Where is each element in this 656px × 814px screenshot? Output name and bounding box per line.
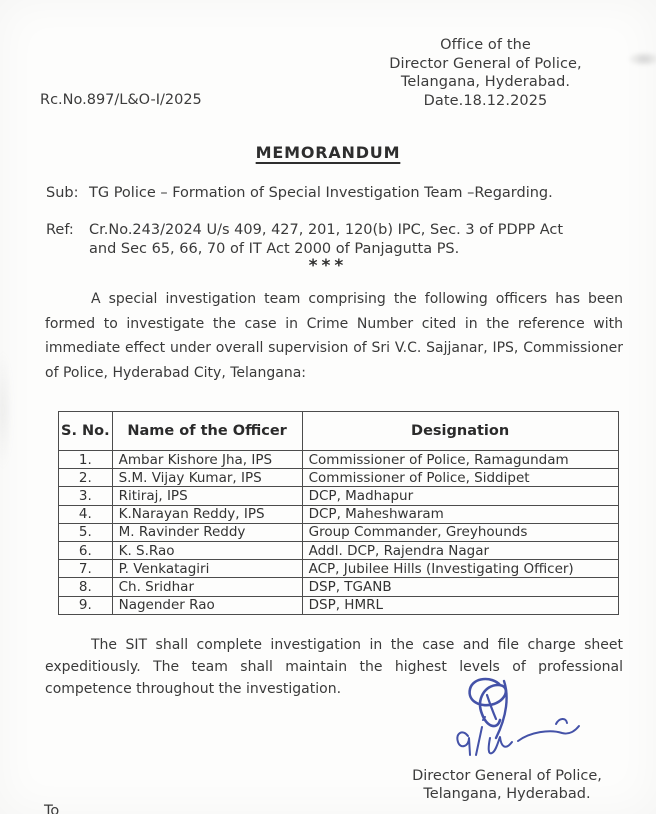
table-row xyxy=(59,487,619,505)
cell-sno: 2. xyxy=(59,469,113,487)
cell-designation: ACP, Jubilee Hills (Investigating Officer) xyxy=(302,560,618,578)
subject-text: TG Police – Formation of Special Investigation Team –Regarding. xyxy=(89,185,553,201)
cell-name: K. S.Rao xyxy=(112,541,302,559)
reference-text: Cr.No.243/2024 U/s 409, 427, 201, 120(b) IPC, Sec. 3 of PDPP Act and Sec 65, 66, 70 of IT Act 2000 of Panjagutta PS. xyxy=(89,222,564,257)
cell-name: Ritiraj, IPS xyxy=(112,487,302,505)
body-paragraph-2: The SIT shall complete investigation in the case and file charge sheet expeditiously. The team shall maintain the highest levels of professional competence throughout the investigation. xyxy=(45,637,623,697)
signatory-title: Director General of Police, xyxy=(412,768,602,784)
memo-title-row xyxy=(0,143,656,162)
table-row xyxy=(59,505,619,523)
cell-designation: DSP, HMRL xyxy=(302,596,618,614)
cell-designation: DSP, TGANB xyxy=(302,578,618,596)
cell-name: S.M. Vijay Kumar, IPS xyxy=(112,469,302,487)
signature-ink-icon xyxy=(438,674,598,774)
cell-sno: 1. xyxy=(59,451,113,469)
table-row xyxy=(59,541,619,559)
cell-sno: 6. xyxy=(59,541,113,559)
cell-name: P. Venkatagiri xyxy=(112,560,302,578)
column-header-name: Name of the Officer xyxy=(112,412,302,451)
reference-row xyxy=(46,221,586,259)
scan-smudge xyxy=(620,48,656,70)
office-line: Office of the xyxy=(440,37,531,53)
cell-name: Nagender Rao xyxy=(112,596,302,614)
cell-sno: 9. xyxy=(59,596,113,614)
document-date: Date.18.12.2025 xyxy=(423,92,548,109)
signatory-location: Telangana, Hyderabad. xyxy=(423,786,591,803)
cell-name: Ambar Kishore Jha, IPS xyxy=(112,451,302,469)
table-header-row xyxy=(59,412,619,451)
reference-number: Rc.No.897/L&O-I/2025 xyxy=(40,92,202,108)
cell-designation: DCP, Maheshwaram xyxy=(302,505,618,523)
cell-designation: Group Commander, Greyhounds xyxy=(302,523,618,541)
table-row xyxy=(59,469,619,487)
table-row xyxy=(59,578,619,596)
office-address-block xyxy=(368,36,603,110)
page-title: MEMORANDUM xyxy=(255,143,401,162)
cell-designation: Commissioner of Police, Siddipet xyxy=(302,469,618,487)
to-label: To xyxy=(44,803,60,814)
cell-designation: Commissioner of Police, Ramagundam xyxy=(302,451,618,469)
cell-sno: 7. xyxy=(59,560,113,578)
signatory-block xyxy=(402,767,612,803)
subject-label: Sub: xyxy=(46,185,79,201)
cell-designation: Addl. DCP, Rajendra Nagar xyxy=(302,541,618,559)
scan-smudge xyxy=(0,330,16,490)
body-paragraph-1: A special investigation team comprising the following officers has been formed to investigate the case in Crime Number cited in the reference with immediate effect under overall supervision of Sri V.C. Sajjanar, IPS, Commissioner of Police, Hyderabad City, Telangana: xyxy=(45,291,623,381)
cell-sno: 5. xyxy=(59,523,113,541)
table-row xyxy=(59,523,619,541)
table-row xyxy=(59,596,619,614)
subject-row xyxy=(46,184,620,203)
office-line: Telangana, Hyderabad. xyxy=(400,74,571,91)
cell-name: Ch. Sridhar xyxy=(112,578,302,596)
cell-sno: 4. xyxy=(59,505,113,523)
office-line: Director General of Police, xyxy=(389,55,582,72)
officers-table xyxy=(58,411,619,615)
cell-sno: 3. xyxy=(59,487,113,505)
cell-designation: DCP, Madhapur xyxy=(302,487,618,505)
cell-name: M. Ravinder Reddy xyxy=(112,523,302,541)
column-header-designation: Designation xyxy=(302,412,618,451)
reference-label: Ref: xyxy=(46,222,74,238)
cell-name: K.Narayan Reddy, IPS xyxy=(112,505,302,523)
section-divider: *** xyxy=(308,256,348,276)
column-header-sno: S. No. xyxy=(59,412,113,451)
table-row xyxy=(59,451,619,469)
cell-sno: 8. xyxy=(59,578,113,596)
table-row xyxy=(59,560,619,578)
